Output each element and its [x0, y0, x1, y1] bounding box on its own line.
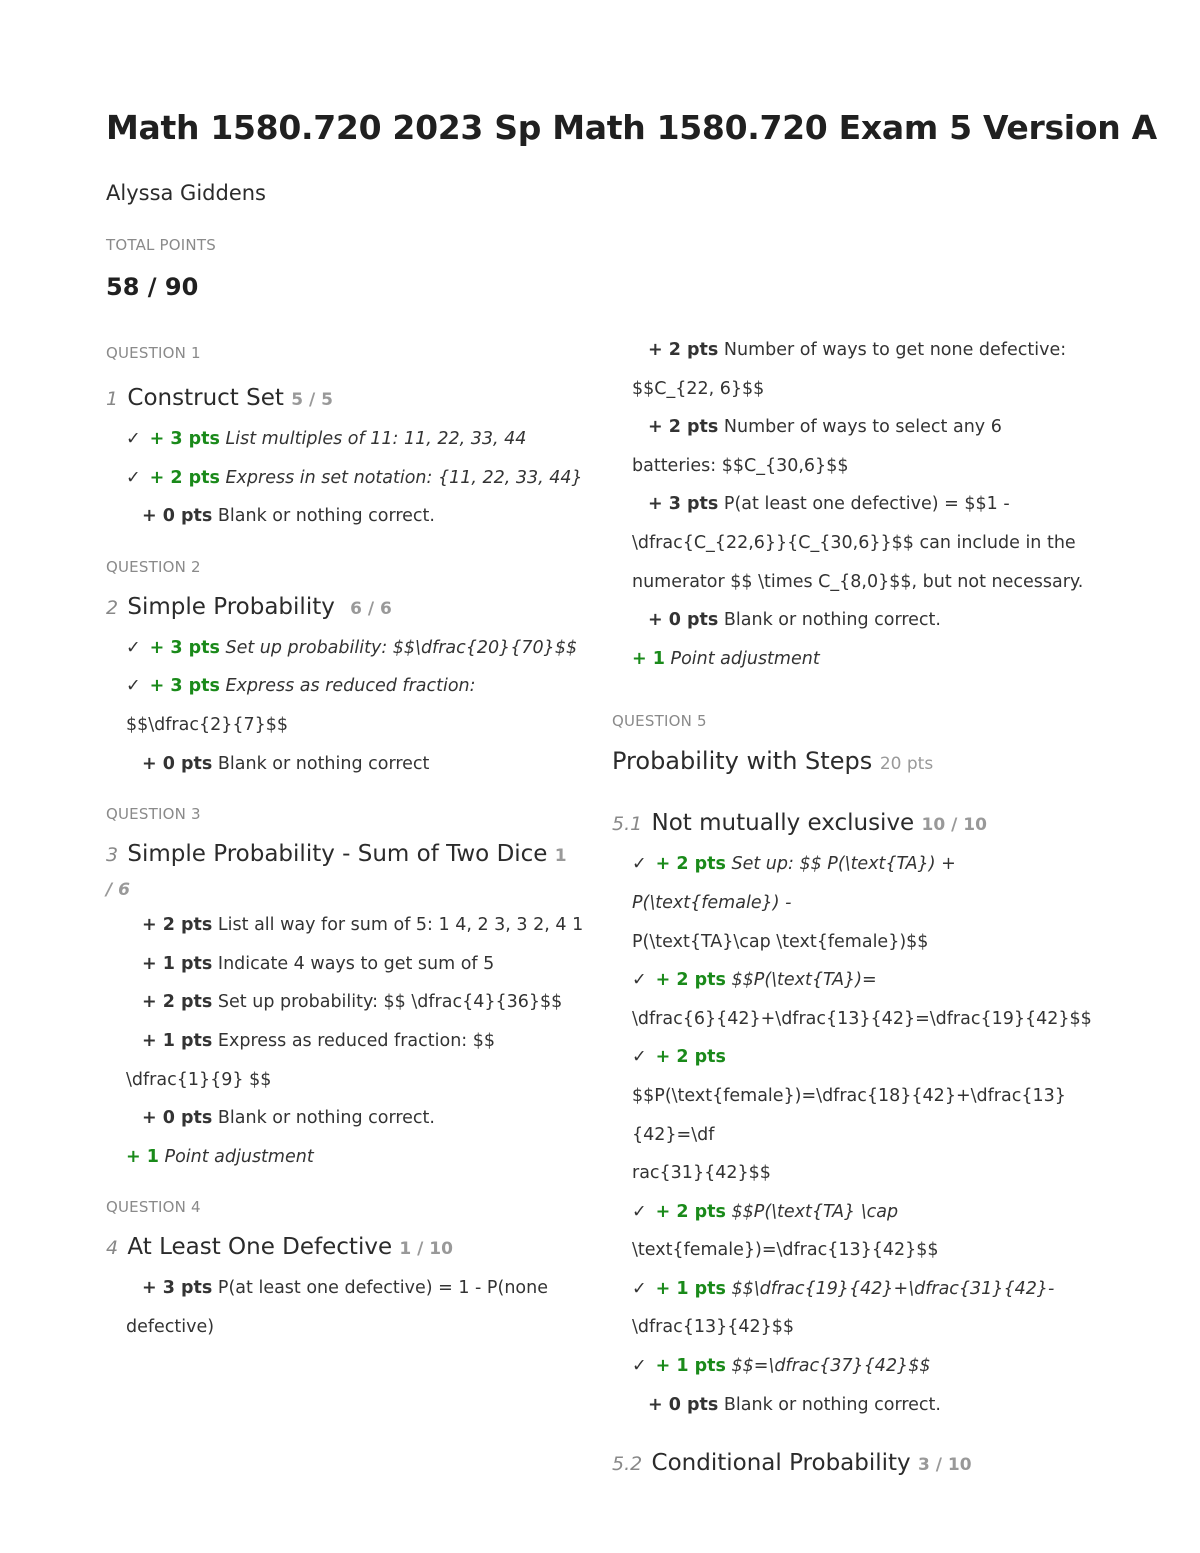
question-title	[106, 379, 586, 420]
right-column	[612, 331, 1102, 1485]
rubric-points: + 2 pts	[655, 1047, 726, 1068]
rubric-text: Set up: $$ P(\text{TA}) + P(\text{female}) -	[632, 854, 956, 913]
rubric-points: + 2 pts	[142, 915, 213, 936]
rubric-item	[612, 1386, 1102, 1425]
check-icon: ✓	[632, 854, 647, 875]
rubric-text-continued: P(\text{TA}\cap \text{female})$$	[632, 931, 929, 952]
rubric-item	[106, 420, 586, 459]
question-score: 1	[554, 846, 567, 867]
check-icon: ✓	[632, 1047, 647, 1068]
rubric-text-continued: defective)	[126, 1316, 215, 1337]
rubric-points: + 1 pts	[142, 1030, 213, 1051]
rubric-points: + 3 pts	[149, 637, 220, 658]
question-number: 1	[106, 388, 119, 410]
subquestion-number: 5.1	[612, 813, 643, 836]
question-score-continued	[106, 876, 586, 902]
rubric-item	[106, 983, 586, 1022]
question-title-text: Probability with Steps	[612, 747, 873, 776]
question-score-rest: / 6	[106, 880, 130, 901]
rubric-item	[612, 331, 1102, 370]
rubric-points: + 3 pts	[149, 429, 220, 449]
check-icon: ✓	[632, 1356, 647, 1377]
subquestion-title	[612, 1444, 1102, 1485]
rubric-item	[612, 961, 1102, 1000]
rubric-points: + 1 pts	[655, 1356, 726, 1377]
rubric-points: + 2 pts	[142, 992, 213, 1013]
rubric-text-continued: \text{female})=\dfrac{13}{42}$$	[632, 1240, 939, 1261]
rubric-text-continued: $$P(\text{female})=\dfrac{18}{42}+\dfrac{13}{42}=\df	[632, 1085, 1066, 1145]
rubric-text-continued: rac{31}{42}$$	[632, 1163, 771, 1184]
question-2	[106, 556, 586, 783]
rubric-text: Indicate 4 ways to get sum of 5	[217, 953, 495, 974]
question-title	[106, 588, 586, 629]
check-icon: ✓	[126, 429, 141, 449]
adjustment-points: + 1	[632, 648, 665, 669]
question-score: 1 / 10	[399, 1239, 453, 1260]
student-name: Alyssa Giddens	[106, 181, 266, 205]
rubric-points: + 1 pts	[142, 953, 213, 974]
check-icon: ✓	[632, 1201, 647, 1222]
rubric-points: + 0 pts	[648, 1394, 719, 1415]
question-points: 20 pts	[879, 754, 934, 775]
rubric-text: List multiples of 11: 11, 22, 33, 44	[225, 429, 527, 449]
rubric-item	[106, 945, 586, 984]
question-1	[106, 342, 586, 536]
rubric-item	[612, 485, 1102, 524]
question-title-text: At Least One Defective	[127, 1234, 393, 1261]
question-score: 5 / 5	[291, 390, 333, 410]
rubric-text-continued: $$C_{22, 6}$$	[632, 378, 765, 399]
rubric-text: Express as reduced fraction: $$	[217, 1030, 496, 1051]
rubric-text-continued: \dfrac{6}{42}+\dfrac{13}{42}=\dfrac{19}{42}$$	[632, 1008, 1092, 1029]
rubric-item	[612, 845, 1102, 922]
page-title: Math 1580.720 2023 Sp Math 1580.720 Exam 5 Version A	[106, 108, 1157, 147]
rubric-text: P(at least one defective) = $$1 -	[723, 494, 1010, 515]
rubric-points: + 2 pts	[648, 417, 719, 438]
left-column	[106, 342, 586, 1363]
subquestion-title-text: Not mutually exclusive	[651, 810, 915, 837]
rubric-text: Blank or nothing correct.	[723, 610, 941, 631]
rubric-text: Express in set notation: {11, 22, 33, 44}	[225, 467, 583, 488]
question-label: QUESTION 1	[106, 344, 201, 362]
question-label: QUESTION 2	[106, 557, 201, 576]
rubric-item	[106, 459, 586, 498]
rubric-text: Express as reduced fraction:	[225, 676, 476, 697]
rubric-text-continued: batteries: $$C_{30,6}$$	[632, 455, 849, 476]
subquestion-number: 5.2	[612, 1453, 643, 1476]
check-icon: ✓	[632, 1278, 647, 1299]
rubric-points: + 2 pts	[648, 340, 719, 360]
question-label: QUESTION 3	[106, 805, 201, 824]
rubric-item	[106, 745, 586, 784]
rubric-item	[106, 629, 586, 668]
rubric-text: $$P(\text{TA} \cap	[731, 1201, 899, 1222]
rubric-text-continued: numerator $$ \times C_{8,0}$$, but not necessary.	[632, 571, 1084, 592]
rubric-text: Number of ways to select any 6	[723, 417, 1002, 438]
adjustment-points: + 1	[126, 1146, 159, 1167]
check-icon: ✓	[632, 970, 647, 991]
rubric-item	[612, 1038, 1102, 1077]
rubric-item	[612, 1270, 1102, 1309]
subquestion-score: 3 / 10	[917, 1455, 972, 1476]
total-points-label: TOTAL POINTS	[106, 236, 216, 254]
subquestion-title	[612, 804, 1102, 845]
rubric-points: + 0 pts	[142, 1108, 213, 1129]
rubric-points: + 3 pts	[648, 494, 719, 515]
check-icon: ✓	[126, 467, 141, 488]
question-label: QUESTION 5	[612, 712, 707, 731]
rubric-item	[612, 408, 1102, 447]
question-title-text: Simple Probability - Sum of Two Dice	[127, 841, 548, 868]
rubric-points: + 2 pts	[655, 854, 726, 875]
subquestion-title-text: Conditional Probability	[651, 1450, 911, 1477]
rubric-text: Blank or nothing correct.	[723, 1394, 941, 1415]
rubric-points: + 3 pts	[149, 676, 220, 697]
rubric-text: P(at least one defective) = 1 - P(none	[217, 1278, 548, 1299]
adjustment-text: Point adjustment	[670, 648, 820, 669]
rubric-text: $$\dfrac{19}{42}+\dfrac{31}{42}-	[731, 1278, 1055, 1299]
rubric-points: + 0 pts	[648, 610, 719, 631]
rubric-text: Number of ways to get none defective:	[723, 340, 1067, 360]
question-number: 4	[106, 1237, 119, 1260]
rubric-item	[106, 1099, 586, 1138]
question-title	[106, 1228, 586, 1269]
question-4	[106, 1196, 586, 1346]
question-number: 2	[106, 596, 119, 619]
question-3	[106, 803, 586, 1176]
total-points-value: 58 / 90	[106, 273, 199, 301]
point-adjustment	[612, 640, 1102, 679]
rubric-item	[612, 1193, 1102, 1232]
rubric-item	[106, 667, 586, 706]
rubric-text: Blank or nothing correct.	[217, 506, 435, 527]
rubric-points: + 0 pts	[142, 506, 213, 527]
question-title-text: Construct Set	[127, 385, 284, 411]
question-5	[612, 710, 1102, 1485]
question-title	[106, 835, 586, 876]
rubric-text-continued: $$\dfrac{2}{7}$$	[126, 714, 289, 735]
question-title	[612, 742, 1102, 784]
rubric-text: List all way for sum of 5: 1 4, 2 3, 3 2, 4 1	[217, 915, 584, 936]
rubric-text: Set up probability: $$ \dfrac{4}{36}$$	[217, 992, 563, 1013]
question-title-text: Simple Probability	[127, 593, 335, 620]
rubric-text-continued: \dfrac{13}{42}$$	[632, 1317, 795, 1338]
rubric-text: Set up probability: $$\dfrac{20}{70}$$	[225, 637, 578, 658]
rubric-text-continued: \dfrac{C_{22,6}}{C_{30,6}}$$ can include in the	[632, 532, 1076, 553]
point-adjustment	[106, 1138, 586, 1177]
rubric-item	[612, 1347, 1102, 1386]
rubric-points: + 0 pts	[142, 753, 213, 774]
rubric-points: + 2 pts	[655, 970, 726, 991]
check-icon: ✓	[126, 676, 141, 697]
rubric-text: $$=\dfrac{37}{42}$$	[731, 1356, 931, 1377]
rubric-text: Blank or nothing correct	[217, 753, 430, 774]
rubric-points: + 1 pts	[655, 1278, 726, 1299]
question-label: QUESTION 4	[106, 1198, 201, 1217]
rubric-item	[106, 906, 586, 945]
rubric-text: $$P(\text{TA})=	[731, 970, 877, 991]
rubric-item	[106, 1269, 586, 1308]
rubric-item	[106, 1022, 586, 1061]
question-number: 3	[106, 844, 119, 867]
rubric-points: + 2 pts	[149, 467, 220, 488]
rubric-text-continued: \dfrac{1}{9} $$	[126, 1069, 272, 1090]
check-icon: ✓	[126, 637, 141, 658]
rubric-points: + 3 pts	[142, 1278, 213, 1299]
rubric-item	[612, 601, 1102, 640]
adjustment-text: Point adjustment	[164, 1146, 314, 1167]
question-score: 6 / 6	[350, 598, 392, 619]
rubric-item	[106, 497, 586, 536]
subquestion-score: 10 / 10	[921, 815, 987, 836]
rubric-points: + 2 pts	[655, 1201, 726, 1222]
rubric-text: Blank or nothing correct.	[217, 1108, 435, 1129]
